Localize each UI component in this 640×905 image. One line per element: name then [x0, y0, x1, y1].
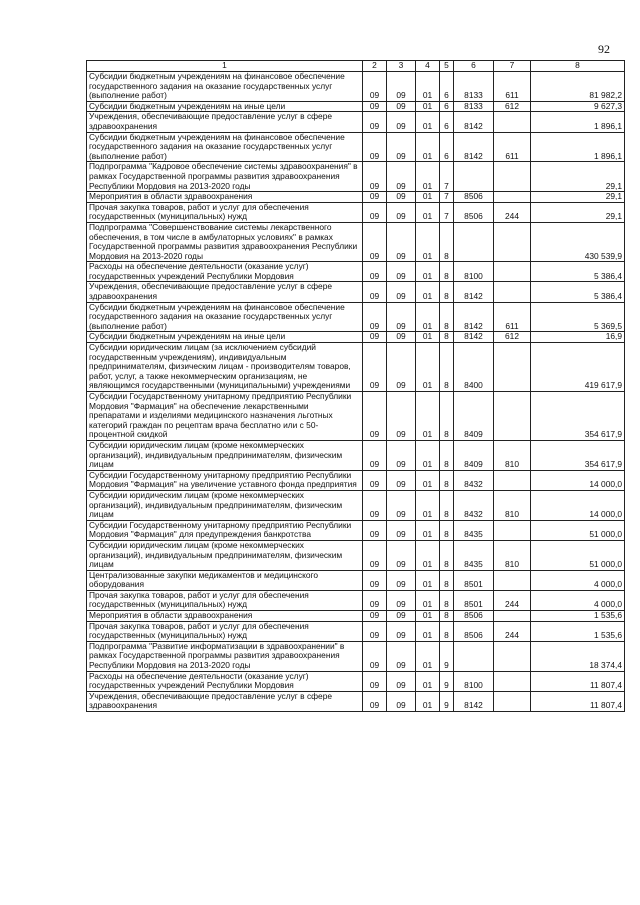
- row-code-3: 09: [387, 112, 416, 132]
- row-code-4: 01: [416, 470, 440, 490]
- row-code-6: 8409: [454, 392, 494, 441]
- row-code-4: 01: [416, 332, 440, 343]
- row-code-5: 6: [440, 132, 454, 162]
- row-amount: 81 982,2: [531, 72, 625, 102]
- row-code-7: 611: [494, 72, 531, 102]
- row-amount: 1 896,1: [531, 112, 625, 132]
- row-code-5: 6: [440, 112, 454, 132]
- row-code-7: [494, 470, 531, 490]
- row-code-5: 9: [440, 641, 454, 671]
- row-code-4: 01: [416, 641, 440, 671]
- row-code-3: 09: [387, 440, 416, 470]
- row-code-3: 09: [387, 222, 416, 261]
- row-name: Субсидии бюджетным учреждениям на финансовое обеспечение государственного задания на оказание государственных услуг (выполнение работ): [87, 302, 363, 332]
- row-code-2: 09: [363, 162, 387, 192]
- row-amount: 14 000,0: [531, 490, 625, 520]
- row-code-5: 9: [440, 671, 454, 691]
- row-code-7: [494, 262, 531, 282]
- row-code-4: 01: [416, 570, 440, 590]
- row-code-4: 01: [416, 112, 440, 132]
- row-amount: 11 807,4: [531, 691, 625, 711]
- row-code-7: [494, 691, 531, 711]
- table-row: [87, 222, 625, 261]
- row-name: Подпрограмма "Развитие информатизации в здравоохранении" в рамках Государственной программы развития здравоохранения Республики Мордовия на 2013-2020 годы: [87, 641, 363, 671]
- row-code-5: 8: [440, 262, 454, 282]
- row-name: Прочая закупка товаров, работ и услуг для обеспечения государственных (муниципальных) нужд: [87, 590, 363, 610]
- table-row: [87, 540, 625, 570]
- row-code-7: [494, 343, 531, 392]
- row-code-5: 8: [440, 470, 454, 490]
- row-code-2: 09: [363, 72, 387, 102]
- table-row: [87, 262, 625, 282]
- row-code-4: 01: [416, 440, 440, 470]
- row-amount: 1 535,6: [531, 621, 625, 641]
- row-code-3: 09: [387, 392, 416, 441]
- row-code-5: 7: [440, 192, 454, 203]
- row-code-6: 8100: [454, 262, 494, 282]
- table-row: [87, 162, 625, 192]
- row-code-3: 09: [387, 641, 416, 671]
- row-code-6: 8100: [454, 671, 494, 691]
- row-name: Прочая закупка товаров, работ и услуг для обеспечения государственных (муниципальных) нужд: [87, 202, 363, 222]
- row-code-5: 8: [440, 282, 454, 302]
- row-code-2: 09: [363, 611, 387, 622]
- row-code-3: 09: [387, 202, 416, 222]
- row-code-7: 611: [494, 302, 531, 332]
- row-code-7: [494, 671, 531, 691]
- row-code-3: 09: [387, 132, 416, 162]
- col-header-3: 3: [387, 61, 416, 72]
- row-code-2: 09: [363, 671, 387, 691]
- row-code-2: 09: [363, 112, 387, 132]
- row-code-7: [494, 392, 531, 441]
- row-code-5: 8: [440, 540, 454, 570]
- row-code-7: 244: [494, 590, 531, 610]
- row-code-6: 8435: [454, 520, 494, 540]
- row-code-2: 09: [363, 520, 387, 540]
- row-code-7: [494, 222, 531, 261]
- row-code-3: 09: [387, 192, 416, 203]
- row-code-3: 09: [387, 490, 416, 520]
- row-name: Мероприятия в области здравоохранения: [87, 611, 363, 622]
- row-code-4: 01: [416, 72, 440, 102]
- table-row: [87, 332, 625, 343]
- budget-table: [86, 60, 625, 712]
- row-amount: 354 617,9: [531, 392, 625, 441]
- row-code-6: 8142: [454, 691, 494, 711]
- row-amount: 14 000,0: [531, 470, 625, 490]
- row-code-5: 8: [440, 222, 454, 261]
- row-code-6: 8501: [454, 570, 494, 590]
- row-code-2: 09: [363, 202, 387, 222]
- col-header-8: 8: [531, 61, 625, 72]
- row-code-3: 09: [387, 332, 416, 343]
- row-code-6: 8142: [454, 282, 494, 302]
- row-code-2: 09: [363, 262, 387, 282]
- row-code-2: 09: [363, 590, 387, 610]
- row-code-4: 01: [416, 611, 440, 622]
- row-code-5: 9: [440, 691, 454, 711]
- row-name: Субсидии Государственному унитарному предприятию Республики Мордовия "Фармация" для предупреждения банкротства: [87, 520, 363, 540]
- row-amount: 9 627,3: [531, 101, 625, 112]
- row-name: Учреждения, обеспечивающие предоставление услуг в сфере здравоохранения: [87, 691, 363, 711]
- row-code-5: 8: [440, 332, 454, 343]
- row-code-7: [494, 641, 531, 671]
- row-code-6: 8506: [454, 192, 494, 203]
- row-code-2: 09: [363, 490, 387, 520]
- row-code-3: 09: [387, 302, 416, 332]
- row-code-6: 8142: [454, 332, 494, 343]
- table-row: [87, 282, 625, 302]
- row-code-6: [454, 222, 494, 261]
- col-header-7: 7: [494, 61, 531, 72]
- row-name: Субсидии юридическим лицам (кроме некоммерческих организаций), индивидуальным предпринимателям, физическим лицам: [87, 440, 363, 470]
- col-header-5: 5: [440, 61, 454, 72]
- table-row: [87, 440, 625, 470]
- row-code-4: 01: [416, 490, 440, 520]
- row-code-3: 09: [387, 611, 416, 622]
- row-code-5: 8: [440, 621, 454, 641]
- row-code-7: 810: [494, 490, 531, 520]
- row-code-4: 01: [416, 222, 440, 261]
- row-code-4: 01: [416, 392, 440, 441]
- row-code-2: 09: [363, 302, 387, 332]
- row-amount: 1 535,6: [531, 611, 625, 622]
- row-code-6: 8432: [454, 490, 494, 520]
- row-code-6: 8142: [454, 302, 494, 332]
- row-code-2: 09: [363, 570, 387, 590]
- row-code-7: [494, 162, 531, 192]
- row-code-2: 09: [363, 192, 387, 203]
- row-amount: 5 386,4: [531, 282, 625, 302]
- row-code-2: 09: [363, 440, 387, 470]
- row-name: Мероприятия в области здравоохранения: [87, 192, 363, 203]
- row-code-2: 09: [363, 282, 387, 302]
- row-code-3: 09: [387, 343, 416, 392]
- table-row: [87, 112, 625, 132]
- row-code-7: 810: [494, 540, 531, 570]
- row-amount: 430 539,9: [531, 222, 625, 261]
- row-name: Расходы на обеспечение деятельности (оказание услуг) государственных учреждений Республики Мордовия: [87, 262, 363, 282]
- row-code-3: 09: [387, 621, 416, 641]
- col-header-1: 1: [87, 61, 363, 72]
- row-code-2: 09: [363, 641, 387, 671]
- row-code-7: [494, 570, 531, 590]
- row-amount: 51 000,0: [531, 540, 625, 570]
- row-code-7: 810: [494, 440, 531, 470]
- row-amount: 419 617,9: [531, 343, 625, 392]
- table-row: [87, 470, 625, 490]
- row-code-6: 8409: [454, 440, 494, 470]
- table-row: [87, 641, 625, 671]
- row-code-7: 244: [494, 621, 531, 641]
- row-code-2: 09: [363, 332, 387, 343]
- row-code-5: 8: [440, 490, 454, 520]
- row-name: Субсидии бюджетным учреждениям на иные цели: [87, 332, 363, 343]
- row-name: Прочая закупка товаров, работ и услуг для обеспечения государственных (муниципальных) нужд: [87, 621, 363, 641]
- col-header-2: 2: [363, 61, 387, 72]
- row-code-4: 01: [416, 101, 440, 112]
- row-code-6: 8432: [454, 470, 494, 490]
- table-row: [87, 590, 625, 610]
- row-code-6: 8400: [454, 343, 494, 392]
- row-code-6: [454, 641, 494, 671]
- row-name: Субсидии юридическим лицам (за исключением субсидий государственным учреждениям), индивидуальным предпринимателям, физическим лицам - производителям товаров, работ, услуг, а также некоммерческим организациям, не являющимся государственными (муниципальными) учреждениями: [87, 343, 363, 392]
- row-code-4: 01: [416, 132, 440, 162]
- row-code-3: 09: [387, 691, 416, 711]
- row-code-4: 01: [416, 282, 440, 302]
- row-name: Учреждения, обеспечивающие предоставление услуг в сфере здравоохранения: [87, 282, 363, 302]
- row-code-7: [494, 192, 531, 203]
- row-name: Субсидии Государственному унитарному предприятию Республики Мордовия "Фармация" на увеличение уставного фонда предприятия: [87, 470, 363, 490]
- row-amount: 5 386,4: [531, 262, 625, 282]
- row-code-6: 8133: [454, 72, 494, 102]
- table-row: [87, 343, 625, 392]
- row-code-5: 8: [440, 611, 454, 622]
- row-code-5: 7: [440, 202, 454, 222]
- row-code-5: 8: [440, 302, 454, 332]
- row-amount: 11 807,4: [531, 671, 625, 691]
- row-code-7: [494, 520, 531, 540]
- row-amount: 4 000,0: [531, 570, 625, 590]
- row-code-3: 09: [387, 262, 416, 282]
- row-code-6: 8506: [454, 202, 494, 222]
- row-code-4: 01: [416, 192, 440, 203]
- row-code-4: 01: [416, 520, 440, 540]
- row-code-4: 01: [416, 540, 440, 570]
- row-code-5: 8: [440, 520, 454, 540]
- row-name: Подпрограмма "Совершенствование системы лекарственного обеспечения, в том числе в амбулаторных условиях" в рамках Государственной программы развития здравоохранения Республики Мордовия на 2013-2020 годы: [87, 222, 363, 261]
- row-code-6: 8142: [454, 112, 494, 132]
- table-row: [87, 621, 625, 641]
- table-row: [87, 72, 625, 102]
- row-name: Субсидии бюджетным учреждениям на финансовое обеспечение государственного задания на оказание государственных услуг (выполнение работ): [87, 72, 363, 102]
- row-code-2: 09: [363, 101, 387, 112]
- table-row: [87, 691, 625, 711]
- table-row: [87, 202, 625, 222]
- row-code-3: 09: [387, 162, 416, 192]
- row-code-6: 8501: [454, 590, 494, 610]
- table-row: [87, 101, 625, 112]
- table-row: [87, 392, 625, 441]
- row-amount: 29,1: [531, 162, 625, 192]
- page-number: 92: [598, 42, 610, 56]
- row-code-3: 09: [387, 590, 416, 610]
- row-code-7: 244: [494, 202, 531, 222]
- row-code-4: 01: [416, 590, 440, 610]
- table-row: [87, 490, 625, 520]
- row-code-4: 01: [416, 202, 440, 222]
- row-code-2: 09: [363, 691, 387, 711]
- row-name: Субсидии бюджетным учреждениям на финансовое обеспечение государственного задания на оказание государственных услуг (выполнение работ): [87, 132, 363, 162]
- row-code-7: [494, 611, 531, 622]
- table-row: [87, 671, 625, 691]
- row-code-3: 09: [387, 470, 416, 490]
- row-code-2: 09: [363, 222, 387, 261]
- row-name: Субсидии юридическим лицам (кроме некоммерческих организаций), индивидуальным предпринимателям, физическим лицам: [87, 540, 363, 570]
- row-code-4: 01: [416, 691, 440, 711]
- row-code-7: 612: [494, 332, 531, 343]
- row-code-2: 09: [363, 343, 387, 392]
- row-code-5: 6: [440, 72, 454, 102]
- row-code-2: 09: [363, 621, 387, 641]
- row-code-5: 8: [440, 570, 454, 590]
- table-header-row: [87, 61, 625, 72]
- row-code-6: [454, 162, 494, 192]
- row-code-3: 09: [387, 671, 416, 691]
- table-row: [87, 132, 625, 162]
- row-name: Централизованные закупки медикаментов и медицинского оборудования: [87, 570, 363, 590]
- row-code-7: 611: [494, 132, 531, 162]
- row-code-3: 09: [387, 540, 416, 570]
- table-row: [87, 192, 625, 203]
- row-code-5: 8: [440, 392, 454, 441]
- row-code-3: 09: [387, 520, 416, 540]
- row-amount: 18 374,4: [531, 641, 625, 671]
- row-code-6: 8133: [454, 101, 494, 112]
- row-code-2: 09: [363, 540, 387, 570]
- table-row: [87, 611, 625, 622]
- row-amount: 1 896,1: [531, 132, 625, 162]
- row-code-2: 09: [363, 392, 387, 441]
- row-code-4: 01: [416, 343, 440, 392]
- row-code-5: 7: [440, 162, 454, 192]
- row-code-3: 09: [387, 282, 416, 302]
- row-code-5: 8: [440, 590, 454, 610]
- row-amount: 4 000,0: [531, 590, 625, 610]
- row-code-6: 8435: [454, 540, 494, 570]
- row-code-4: 01: [416, 302, 440, 332]
- row-code-3: 09: [387, 72, 416, 102]
- row-code-4: 01: [416, 671, 440, 691]
- row-code-2: 09: [363, 132, 387, 162]
- row-amount: 29,1: [531, 192, 625, 203]
- row-code-2: 09: [363, 470, 387, 490]
- row-name: Субсидии юридическим лицам (кроме некоммерческих организаций), индивидуальным предпринимателям, физическим лицам: [87, 490, 363, 520]
- row-code-6: 8506: [454, 621, 494, 641]
- row-amount: 354 617,9: [531, 440, 625, 470]
- row-code-3: 09: [387, 101, 416, 112]
- col-header-6: 6: [454, 61, 494, 72]
- row-code-6: 8506: [454, 611, 494, 622]
- row-amount: 16,9: [531, 332, 625, 343]
- row-code-7: 612: [494, 101, 531, 112]
- col-header-4: 4: [416, 61, 440, 72]
- row-code-5: 8: [440, 343, 454, 392]
- row-name: Учреждения, обеспечивающие предоставление услуг в сфере здравоохранения: [87, 112, 363, 132]
- row-code-4: 01: [416, 621, 440, 641]
- row-name: Расходы на обеспечение деятельности (оказание услуг) государственных учреждений Республики Мордовия: [87, 671, 363, 691]
- table-row: [87, 570, 625, 590]
- row-amount: 29,1: [531, 202, 625, 222]
- row-code-3: 09: [387, 570, 416, 590]
- row-name: Подпрограмма "Кадровое обеспечение системы здравоохранения" в рамках Государственной программы развития здравоохранения Республики Мордовия на 2013-2020 годы: [87, 162, 363, 192]
- row-code-5: 8: [440, 440, 454, 470]
- row-name: Субсидии Государственному унитарному предприятию Республики Мордовия "Фармация" на обеспечение лекарственными препаратами и изделиями медицинского назначения льготных категорий граждан по рецептам врача бесплатно или с 50-процентной скидкой: [87, 392, 363, 441]
- row-code-5: 6: [440, 101, 454, 112]
- row-code-4: 01: [416, 262, 440, 282]
- row-code-4: 01: [416, 162, 440, 192]
- table-row: [87, 520, 625, 540]
- row-name: Субсидии бюджетным учреждениям на иные цели: [87, 101, 363, 112]
- row-amount: 51 000,0: [531, 520, 625, 540]
- row-code-6: 8142: [454, 132, 494, 162]
- row-code-7: [494, 282, 531, 302]
- row-amount: 5 369,5: [531, 302, 625, 332]
- row-code-7: [494, 112, 531, 132]
- table-row: [87, 302, 625, 332]
